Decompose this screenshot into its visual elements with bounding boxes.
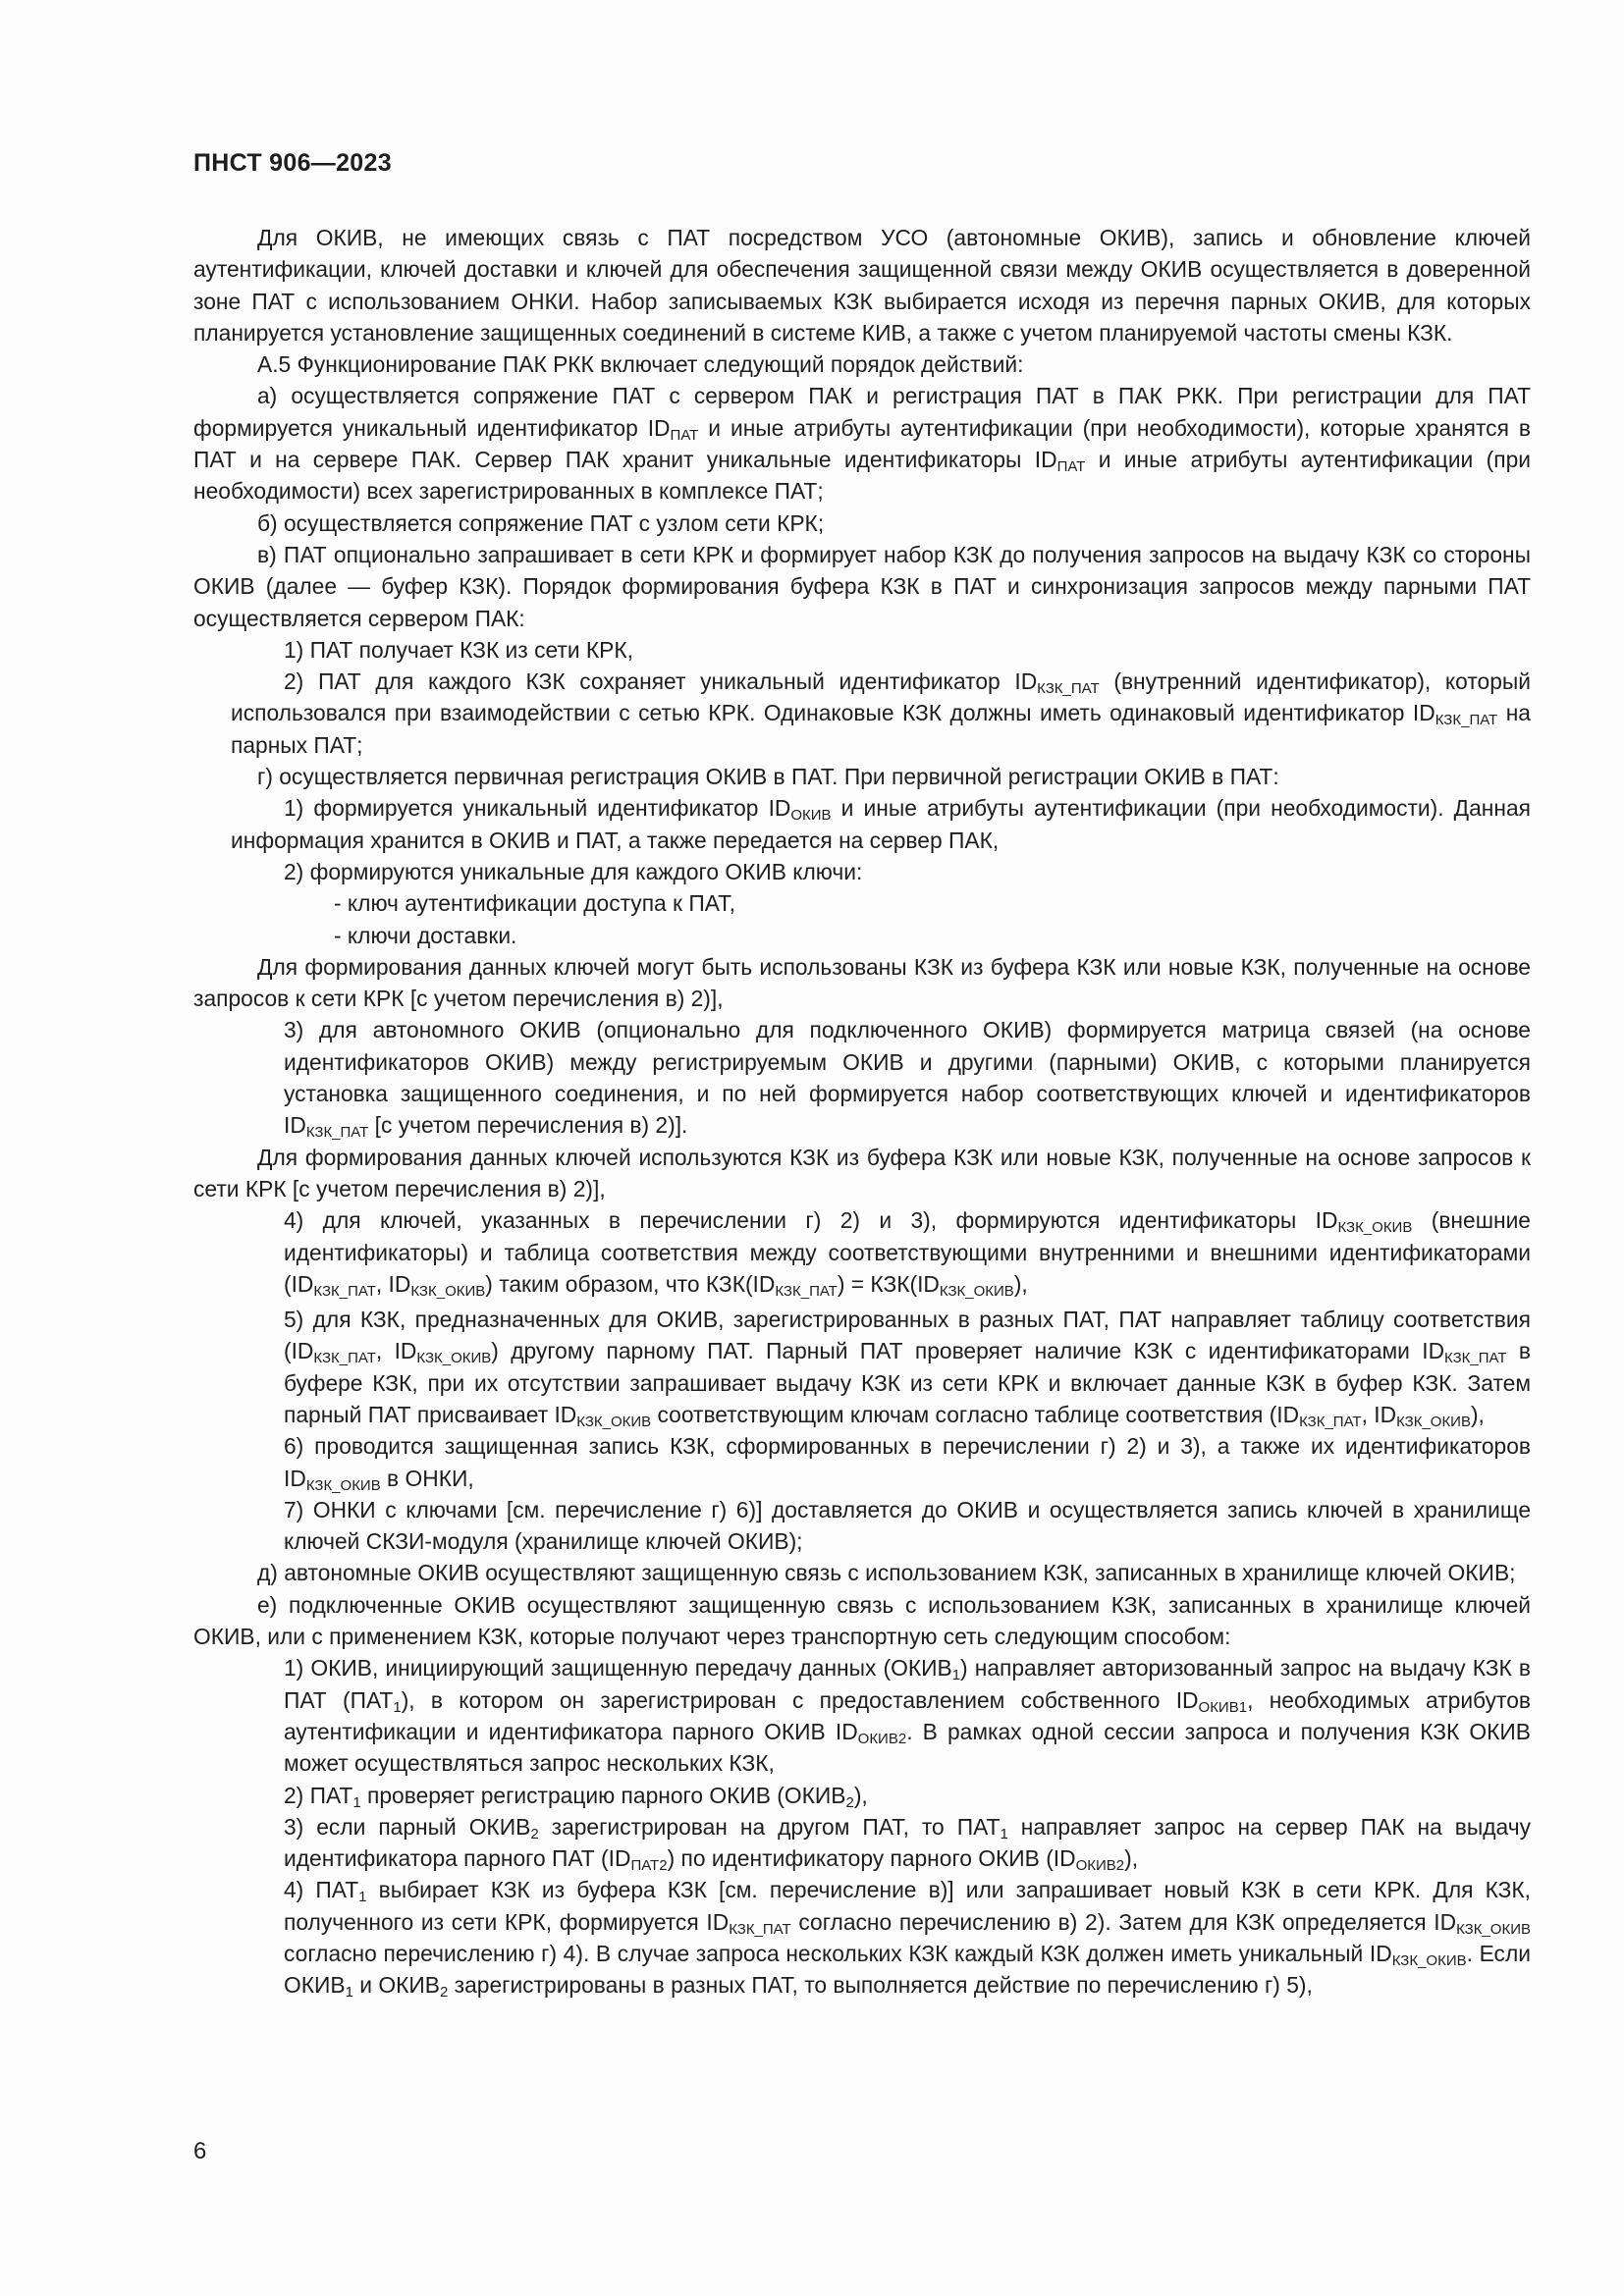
list-item: 2) $ПАТ_1$ проверяет регистрацию парного ОКИВ $(ОКИВ_2)$, <box>284 1782 868 1811</box>
paragraph: Для ОКИВ, не имеющих связь с ПАТ посредством УСО (автономные ОКИВ), запись и обновление ключей аутентификации, ключей доставки и ключей для обеспечения защищенной связи между ОКИВ осуществляется в доверенной зоне ПАТ с использованием ОНКИ. Набор записываемых КЗК выбирается исходя из перечня парных ОКИВ, для которых планируется установление защищенных соединений в системе КИВ, а также с учетом планируемой частоты смены КЗК. <box>193 225 1531 346</box>
paragraph: б) осуществляется сопряжение ПАТ с узлом сети КРК; <box>257 509 825 536</box>
list-item: 1) ОКИВ, инициирующий защищенную передачу данных $(ОКИВ_1)$ направляет авторизованный запрос на выдачу КЗК в ПАТ $(ПАТ_1)$, в котором он зарегистрирован с предоставлением собственного $ID_{ОКИВ1}$, необходимых атрибутов аутентификации и идентификатора парного ОКИВ $ID_{ОКИВ2}$. В рамках одной сессии запроса и получения КЗК ОКИВ может осуществляться запрос нескольких КЗК, <box>284 1655 1532 1777</box>
paragraph: в) ПАТ опционально запрашивает в сети КРК и формирует набор КЗК до получения запросов на выдачу КЗК со стороны ОКИВ (далее — буфер КЗК). Порядок формирования буфера КЗК в ПАТ и синхронизация запросов между парными ПАТ осуществляется сервером ПАК: <box>193 541 1531 631</box>
list-item: 1) ПАТ получает КЗК из сети КРК, <box>284 636 634 663</box>
list-item: 7) ОНКИ с ключами [см. перечисление г) 6)] доставляется до ОКИВ и осуществляется запись ключей в хранилище ключей СКЗИ-модуля (хранилище ключей ОКИВ); <box>284 1496 1531 1555</box>
paragraph: д) автономные ОКИВ осуществляют защищенную связь с использованием КЗК, записанных в хранилище ключей ОКИВ; <box>257 1560 1516 1586</box>
list-item: 4) $ПАТ_1$ выбирает КЗК из буфера КЗК [см. перечисление в)] или запрашивает новый КЗК в сети КРК. Для КЗК, полученного из сети КРК, формируется $ID_{КЗК\_ПАТ}$ согласно перечислению в) 2). Затем для КЗК определяется $ID_{КЗК\_ОКИВ}$ согласно перечислению г) 4). В случае запроса нескольких КЗК каждый КЗК должен иметь уникальный $ID_{КЗК\_ОКИВ}$. Если $ОКИВ_1$ и $ОКИВ_2$ зарегистрированы в разных ПАТ, то выполняется действие по перечислению г) 5), <box>284 1877 1531 2002</box>
paragraph: Для формирования данных ключей могут быть использованы КЗК из буфера КЗК или новые КЗК, полученные на основе запросов к сети КРК [с учетом перечисления в) 2)], <box>193 953 1531 1012</box>
paragraph: А.5 Функционирование ПАК РКК включает следующий порядок действий: <box>257 351 1024 378</box>
paragraph: г) осуществляется первичная регистрация ОКИВ в ПАТ. При первичной регистрации ОКИВ в ПАТ: <box>257 764 1279 790</box>
paragraph: Для формирования данных ключей используются КЗК из буфера КЗК или новые КЗК, полученные на основе запросов к сети КРК [с учетом перечисления в) 2)], <box>193 1144 1531 1201</box>
list-item: 2) формируются уникальные для каждого ОКИВ ключи: <box>284 858 863 884</box>
page-number: 6 <box>193 2138 207 2164</box>
list-item: 2) ПАТ для каждого КЗК сохраняет уникальный идентификатор $ID_{КЗК\_ПАТ}$ (внутренний идентификатор), который использовался при взаимодействии с сетью КРК. Одинаковые КЗК должны иметь одинаковый идентификатор $ID_{КЗК\_ПАТ}$ на парных ПАТ; <box>231 668 1531 758</box>
list-item: 1) формируется уникальный идентификатор $ID_{ОКИВ}$ и иные атрибуты аутентификации (при необходимости). Данная информация хранится в ОКИВ и ПАТ, а также передается на сервер ПАК, <box>231 795 1532 853</box>
document-body <box>193 222 1531 2002</box>
paragraph: е) подключенные ОКИВ осуществляют защищенную связь с использованием КЗК, записанных в хранилище ключей ОКИВ, или с применением КЗК, которые получают через транспортную сеть следующим способом: <box>193 1591 1531 1650</box>
list-item: 4) для ключей, указанных в перечислении г) 2) и 3), формируются идентификаторы $ID_{КЗК\_ОКИВ}$ (внешние идентификаторы) и таблица соответствия между соответствующими внутренними и внешними идентификаторами ($ID_{КЗК\_ПАТ}$, $ID_{КЗК\_ОКИВ}$) таким образом, что $КЗК(ID_{КЗК\_ПАТ}) = КЗК(ID_{КЗК\_ОКИВ})$, <box>284 1207 1531 1300</box>
list-item: 5) для КЗК, предназначенных для ОКИВ, зарегистрированных в разных ПАТ, ПАТ направляет таблицу соответствия ($ID_{КЗК\_ПАТ}$, $ID_{КЗК\_ОКИВ}$) другому парному ПАТ. Парный ПАТ проверяет наличие КЗК с идентификаторами $ID_{КЗК\_ПАТ}$ в буфере КЗК, при их отсутствии запрашивает выдачу КЗК из сети КРК и включает данные КЗК в буфер КЗК. Затем парный ПАТ присваивает $ID_{КЗК\_ОКИВ}$ соответствующим ключам согласно таблице соответствия ($ID_{КЗК\_ПАТ}$, $ID_{КЗК\_ОКИВ}$), <box>284 1307 1531 1430</box>
list-item: 6) проводится защищенная запись КЗК, сформированных в перечислении г) 2) и 3), а также их идентификаторов $ID_{КЗК\_ОКИВ}$ в ОНКИ, <box>284 1433 1531 1494</box>
list-item: - ключи доставки. <box>334 922 517 948</box>
document-header: ПНСТ 906—2023 <box>193 149 392 177</box>
list-item: 3) для автономного ОКИВ (опционально для подключенного ОКИВ) формируется матрица связей (на основе идентификаторов ОКИВ) между регистрируемым ОКИВ и другими (парными) ОКИВ, с которыми планируется установка защищенного соединения, и по ней формируется набор соответствующих ключей и идентификаторов $ID_{КЗК\_ПАТ}$ [с учетом перечисления в) 2)]. <box>284 1017 1531 1142</box>
list-item: 3) если парный $ОКИВ_2$ зарегистрирован на другом ПАТ, то $ПАТ_1$ направляет запрос на сервер ПАК на выдачу идентификатора парного ПАТ $(ID_{ПАТ2})$ по идентификатору парного ОКИВ $(ID_{ОКИВ2})$, <box>284 1813 1532 1875</box>
paragraph: а) осуществляется сопряжение ПАТ с сервером ПАК и регистрация ПАТ в ПАК РКК. При регистрации для ПАТ формируется уникальный идентификатор $ID_{ПАТ}$ и иные атрибуты аутентификации (при необходимости), которые хранятся в ПАТ и на сервере ПАК. Сервер ПАК хранит уникальные идентификаторы $ID_{ПАТ}$ и иные атрибуты аутентификации (при необходимости) всех зарегистрированных в комплексе ПАТ; <box>193 383 1531 505</box>
list-item: - ключ аутентификации доступа к ПАТ, <box>334 890 735 917</box>
